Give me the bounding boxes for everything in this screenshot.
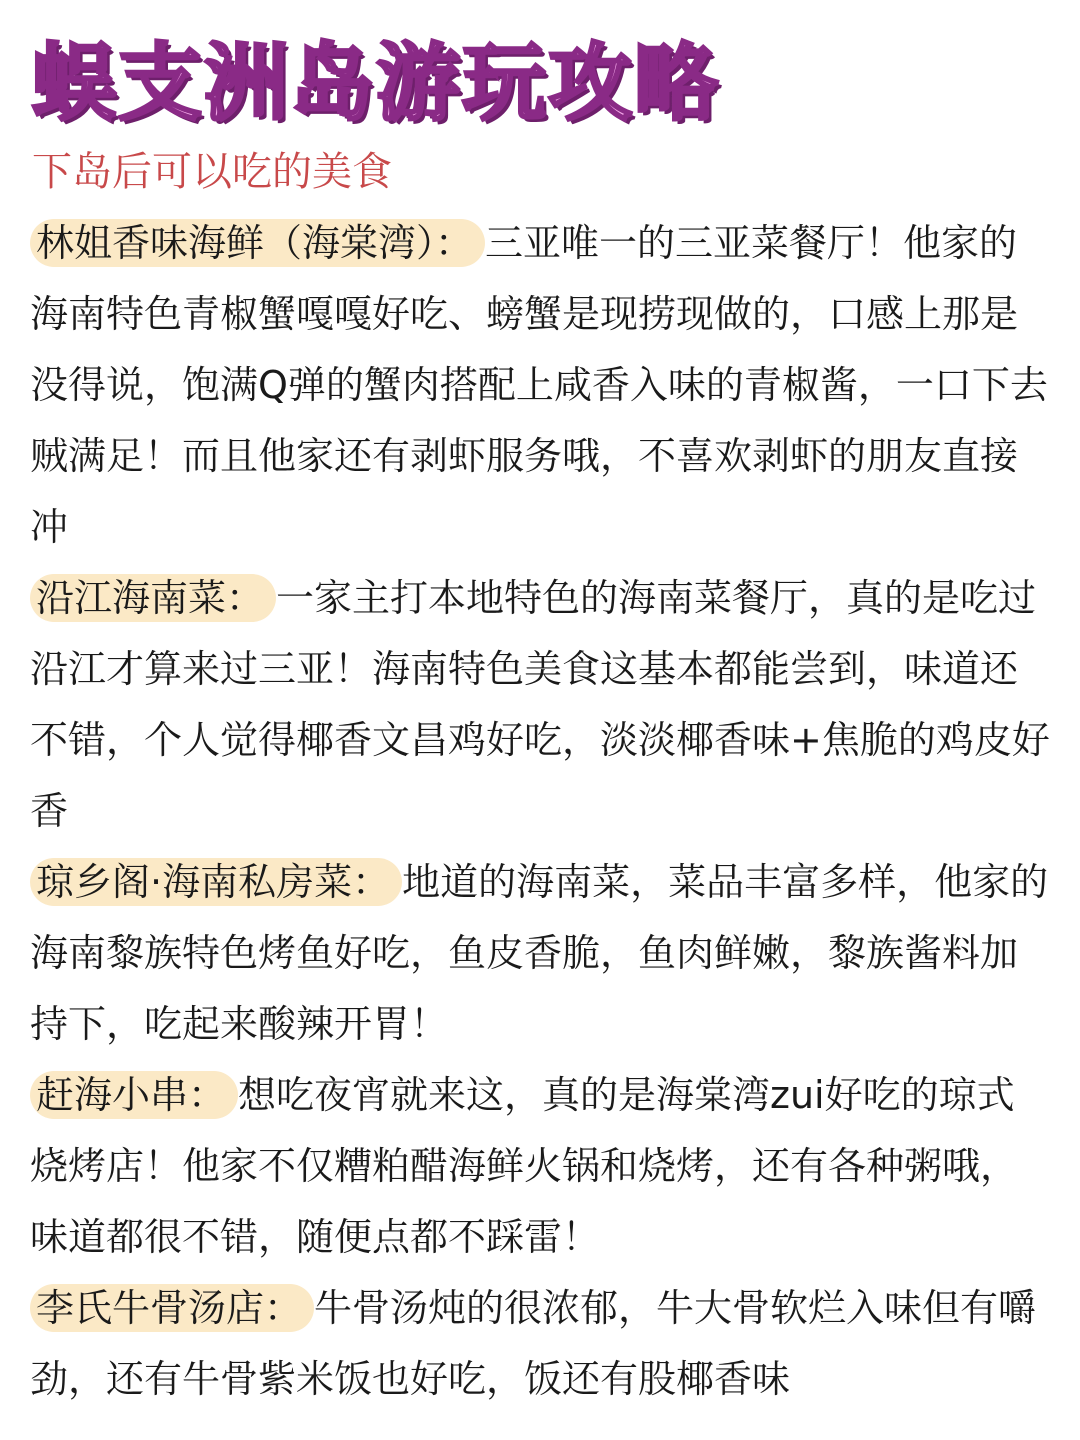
- restaurant-description: 想吃夜宵就来这，真的是海棠湾zui好吃的琼式烧烤店！他家不仅糟粕醋海鲜火锅和烧烤，还有各种粥哦，味道都很不错，随便点都不踩雷！: [30, 1073, 1019, 1259]
- page-title: 蜈支洲岛游玩攻略: [32, 34, 721, 132]
- restaurant-entry: [28, 208, 1052, 563]
- section-subtitle: 下岛后可以吃的美食: [32, 149, 392, 195]
- restaurant-description: 牛骨汤炖的很浓郁，牛大骨软烂入味但有嚼劲，还有牛骨紫米饭也好吃，饭还有股椰香味: [30, 1286, 1037, 1401]
- restaurant-name: 林姐香味海鲜（海棠湾）：: [30, 219, 485, 267]
- restaurant-description: 三亚唯一的三亚菜餐厅！他家的海南特色青椒蟹嘎嘎好吃、螃蟹是现捞现做的，口感上那是没得说，饱满Q弹的蟹肉搭配上咸香入味的青椒酱，一口下去贼满足！而且他家还有剥虾服务哦，不喜欢剥虾的朋友直接冲: [30, 221, 1048, 549]
- restaurant-entry: [28, 847, 1052, 1060]
- restaurant-name: 李氏牛骨汤店：: [30, 1284, 314, 1332]
- restaurant-description: 地道的海南菜，菜品丰富多样，他家的海南黎族特色烤鱼好吃，鱼皮香脆，鱼肉鲜嫩，黎族酱料加持下，吃起来酸辣开胃！: [30, 860, 1049, 1046]
- restaurant-description: 一家主打本地特色的海南菜餐厅，真的是吃过沿江才算来过三亚！海南特色美食这基本都能尝到，味道还不错，个人觉得椰香文昌鸡好吃，淡淡椰香味+焦脆的鸡皮好香: [30, 576, 1050, 833]
- restaurant-entry: [28, 563, 1052, 847]
- restaurant-entry: [28, 1273, 1052, 1415]
- restaurant-name: 沿江海南菜：: [30, 574, 276, 622]
- restaurant-name: 赶海小串：: [30, 1071, 238, 1119]
- restaurant-entry: [28, 1060, 1052, 1273]
- restaurant-name: 琼乡阁·海南私房菜：: [30, 858, 402, 906]
